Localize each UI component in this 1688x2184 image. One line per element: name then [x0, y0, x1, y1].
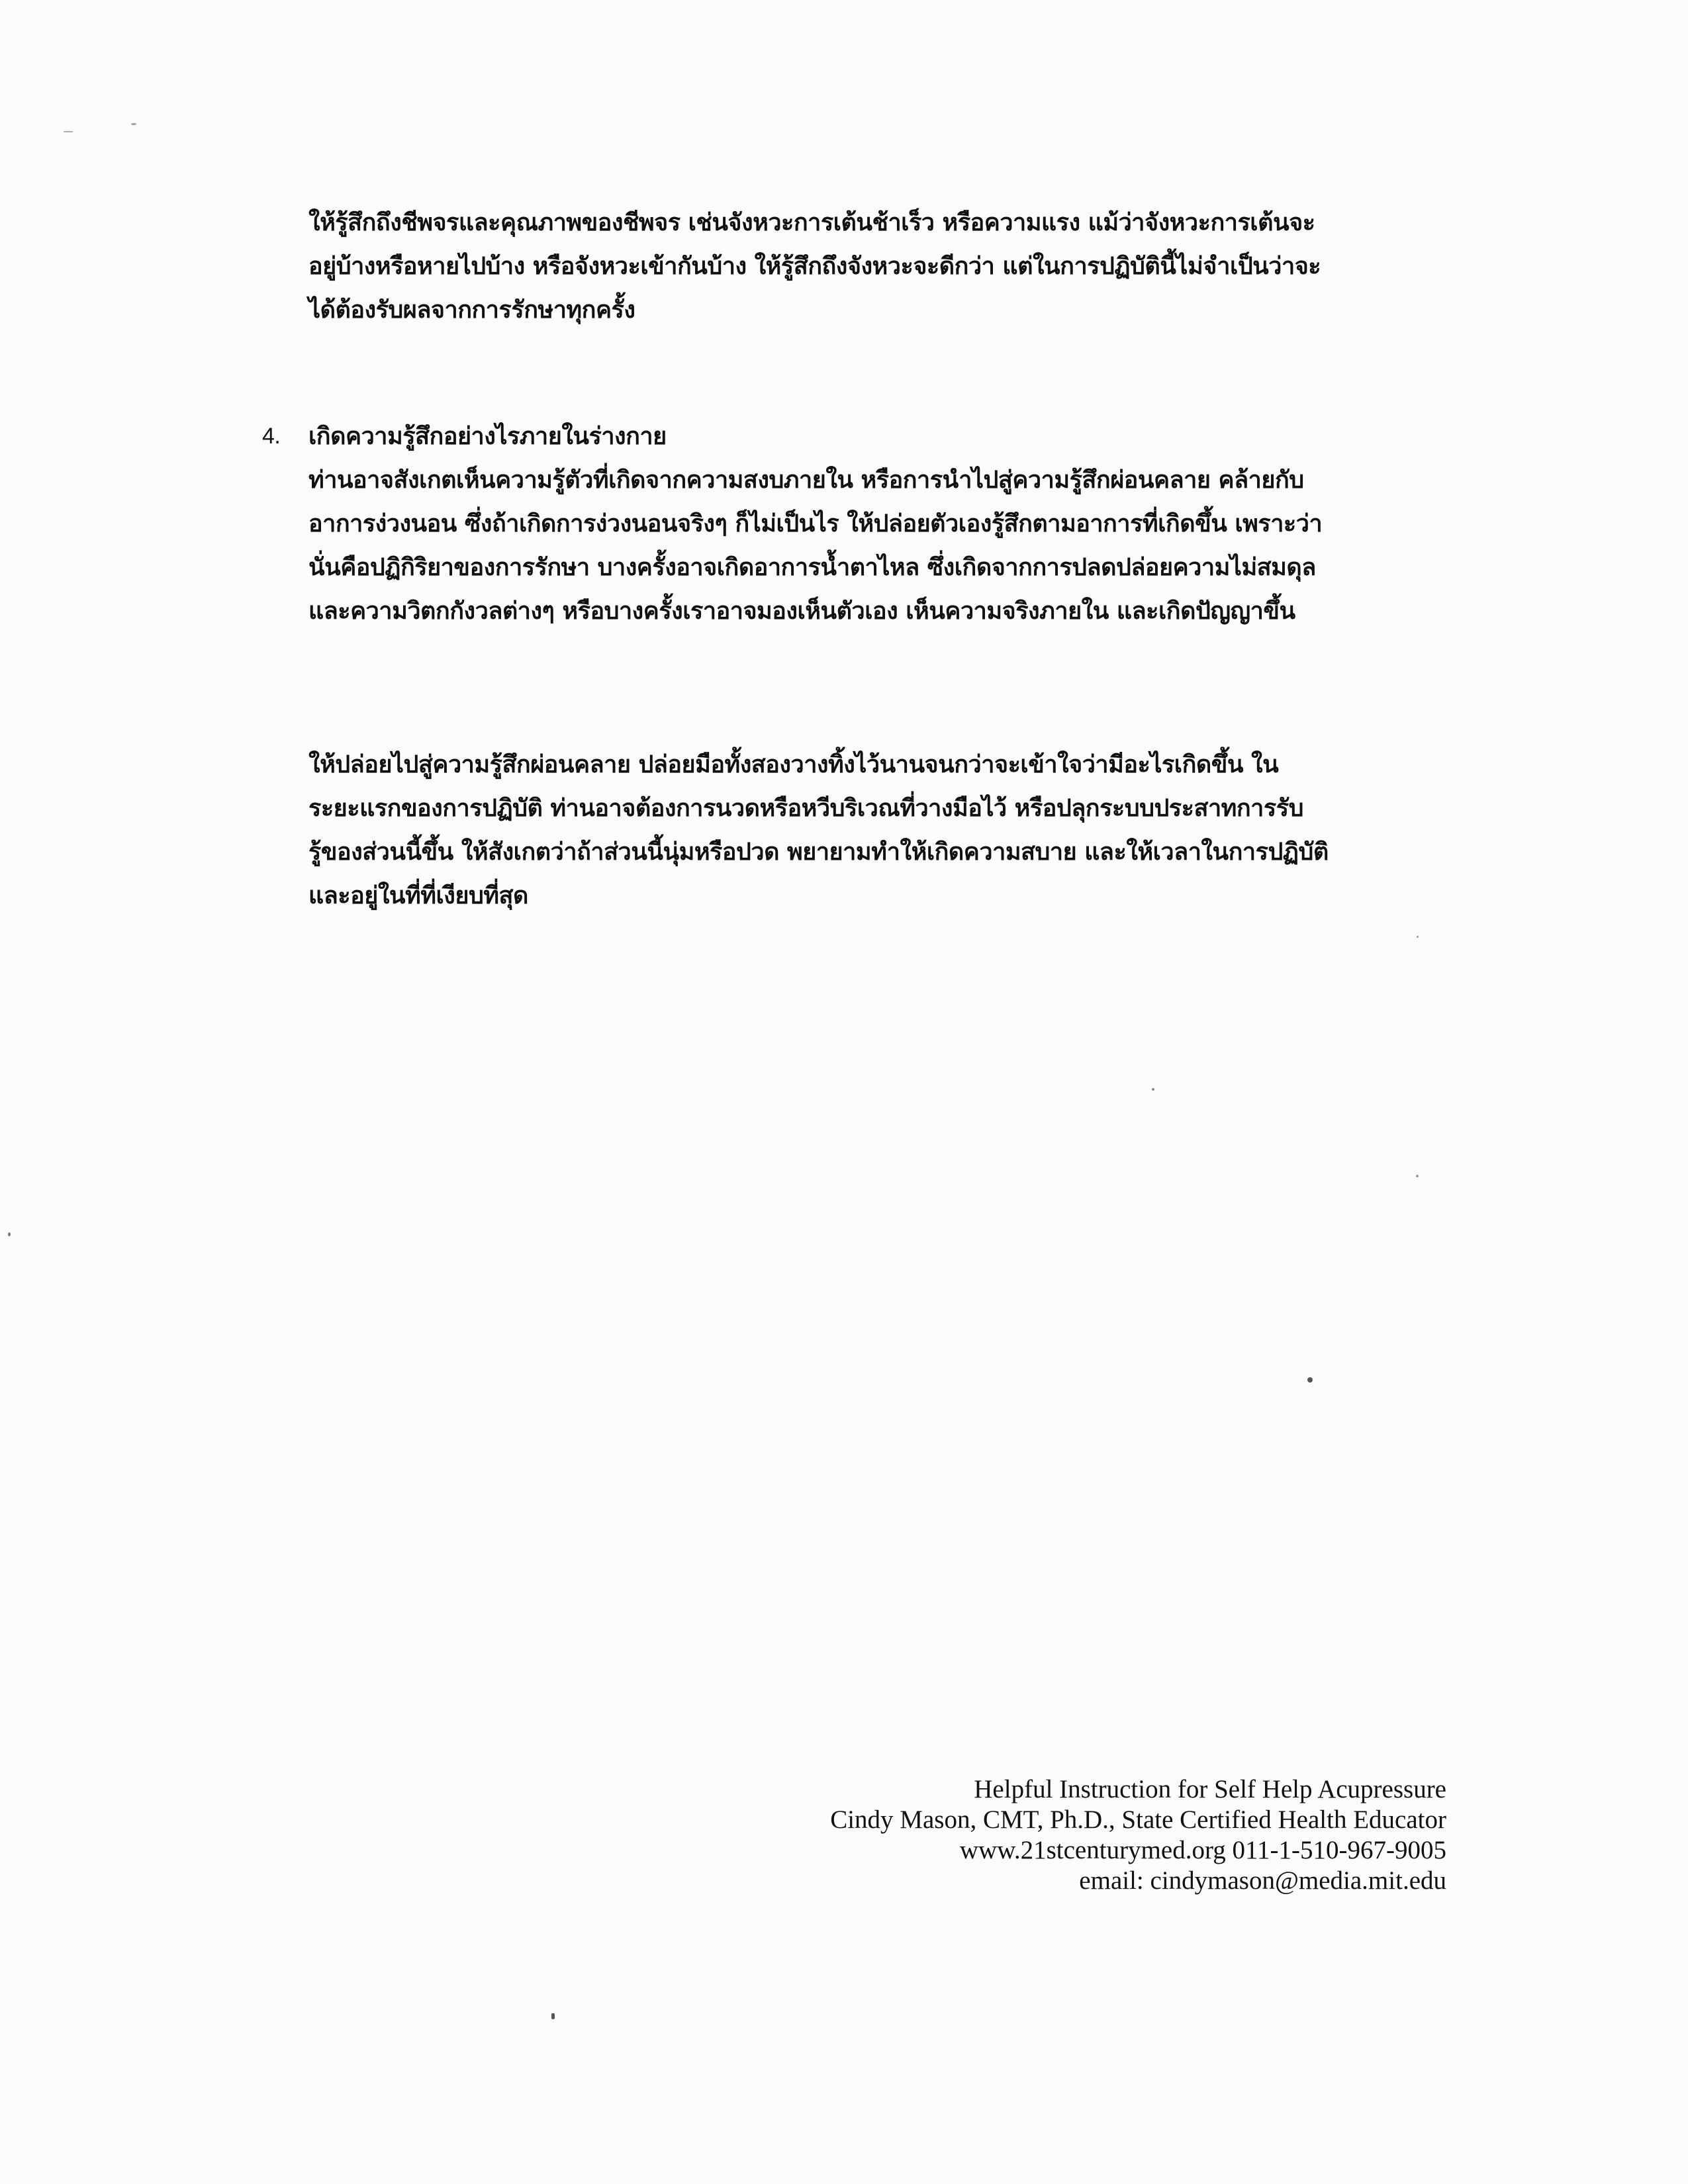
paragraph-relaxation [308, 743, 1447, 917]
footer-title: Helpful Instruction for Self Help Acupressure [974, 1775, 1446, 1803]
item-number: 4. [262, 424, 281, 449]
paragraph-line: รู้ของส่วนนี้ขึ้น ให้สังเกตว่าถ้าส่วนนี้นุ่มหรือปวด พยายามทำให้เกิดความสบาย และให้เวลาในการปฏิบัติ [308, 838, 1329, 866]
paragraph-line: และความวิตกกังวลต่างๆ หรือบางครั้งเราอาจมองเห็นตัวเอง เห็นความจริงภายใน และเกิดปัญญาขึ้น [308, 597, 1295, 625]
paragraph-line: ให้ปล่อยไปสู่ความรู้สึกผ่อนคลาย ปล่อยมือทั้งสองวางทิ้งไว้นานจนกว่าจะเข้าใจว่ามีอะไรเกิดขึ้น ใน [308, 751, 1279, 778]
scan-speck [64, 131, 73, 132]
scan-speck [1417, 936, 1419, 938]
paragraph-line: ได้ต้องรับผลจากการรักษาทุกครั้ง [308, 296, 635, 324]
footer-author: Cindy Mason, CMT, Ph.D., State Certified Health Educator [830, 1805, 1446, 1834]
paragraph-line: ให้รู้สึกถึงชีพจรและคุณภาพของชีพจร เช่นจังหวะการเต้นช้าเร็ว หรือความแรง แม้ว่าจังหวะการเต้นจะ [308, 208, 1315, 236]
footer-attribution [830, 1774, 1446, 1896]
scan-speck [131, 123, 136, 125]
paragraph-line: ท่านอาจสังเกตเห็นความรู้ตัวที่เกิดจากความสงบภายใน หรือการนำไปสู่ความรู้สึกผ่อนคลาย คล้ายกับ [308, 466, 1304, 494]
scan-speck [1152, 1088, 1154, 1091]
footer-email: email: cindymason@media.mit.edu [1079, 1866, 1446, 1895]
footer-contact: www.21stcenturymed.org 011-1-510-967-9005 [959, 1836, 1446, 1864]
item-heading: เกิดความรู้สึกอย่างไรภายในร่างกาย [308, 422, 667, 450]
scan-speck [8, 1232, 11, 1236]
paragraph-line: ระยะแรกของการปฏิบัติ ท่านอาจต้องการนวดหรือหวีบริเวณที่วางมือไว้ หรือปลุกระบบประสาทการรับ [308, 794, 1303, 822]
scan-speck [1307, 1377, 1313, 1383]
numbered-item-4 [262, 414, 1447, 633]
scan-speck [1416, 1175, 1419, 1177]
paragraph-line: อยู่บ้างหรือหายไปบ้าง หรือจังหวะเข้ากันบ้าง ให้รู้สึกถึงจังหวะจะดีกว่า แต่ในการปฏิบัตินี้ไม่จำเป็นว่าจะ [308, 252, 1321, 280]
paragraph-line: อาการง่วงนอน ซึ่งถ้าเกิดการง่วงนอนจริงๆ ก็ไม่เป็นไร ให้ปล่อยตัวเองรู้สึกตามอาการที่เกิดขึ้น เพราะว่า [308, 510, 1323, 537]
scan-speck [551, 2013, 555, 2019]
paragraph-line: และอยู่ในที่ที่เงียบที่สุด [308, 882, 528, 909]
paragraph-pulse [308, 201, 1447, 332]
paragraph-line: นั่นคือปฏิกิริยาของการรักษา บางครั้งอาจเกิดอาการน้ำตาไหล ซึ่งเกิดจากการปลดปล่อยความไม่สมดุล [308, 553, 1316, 581]
